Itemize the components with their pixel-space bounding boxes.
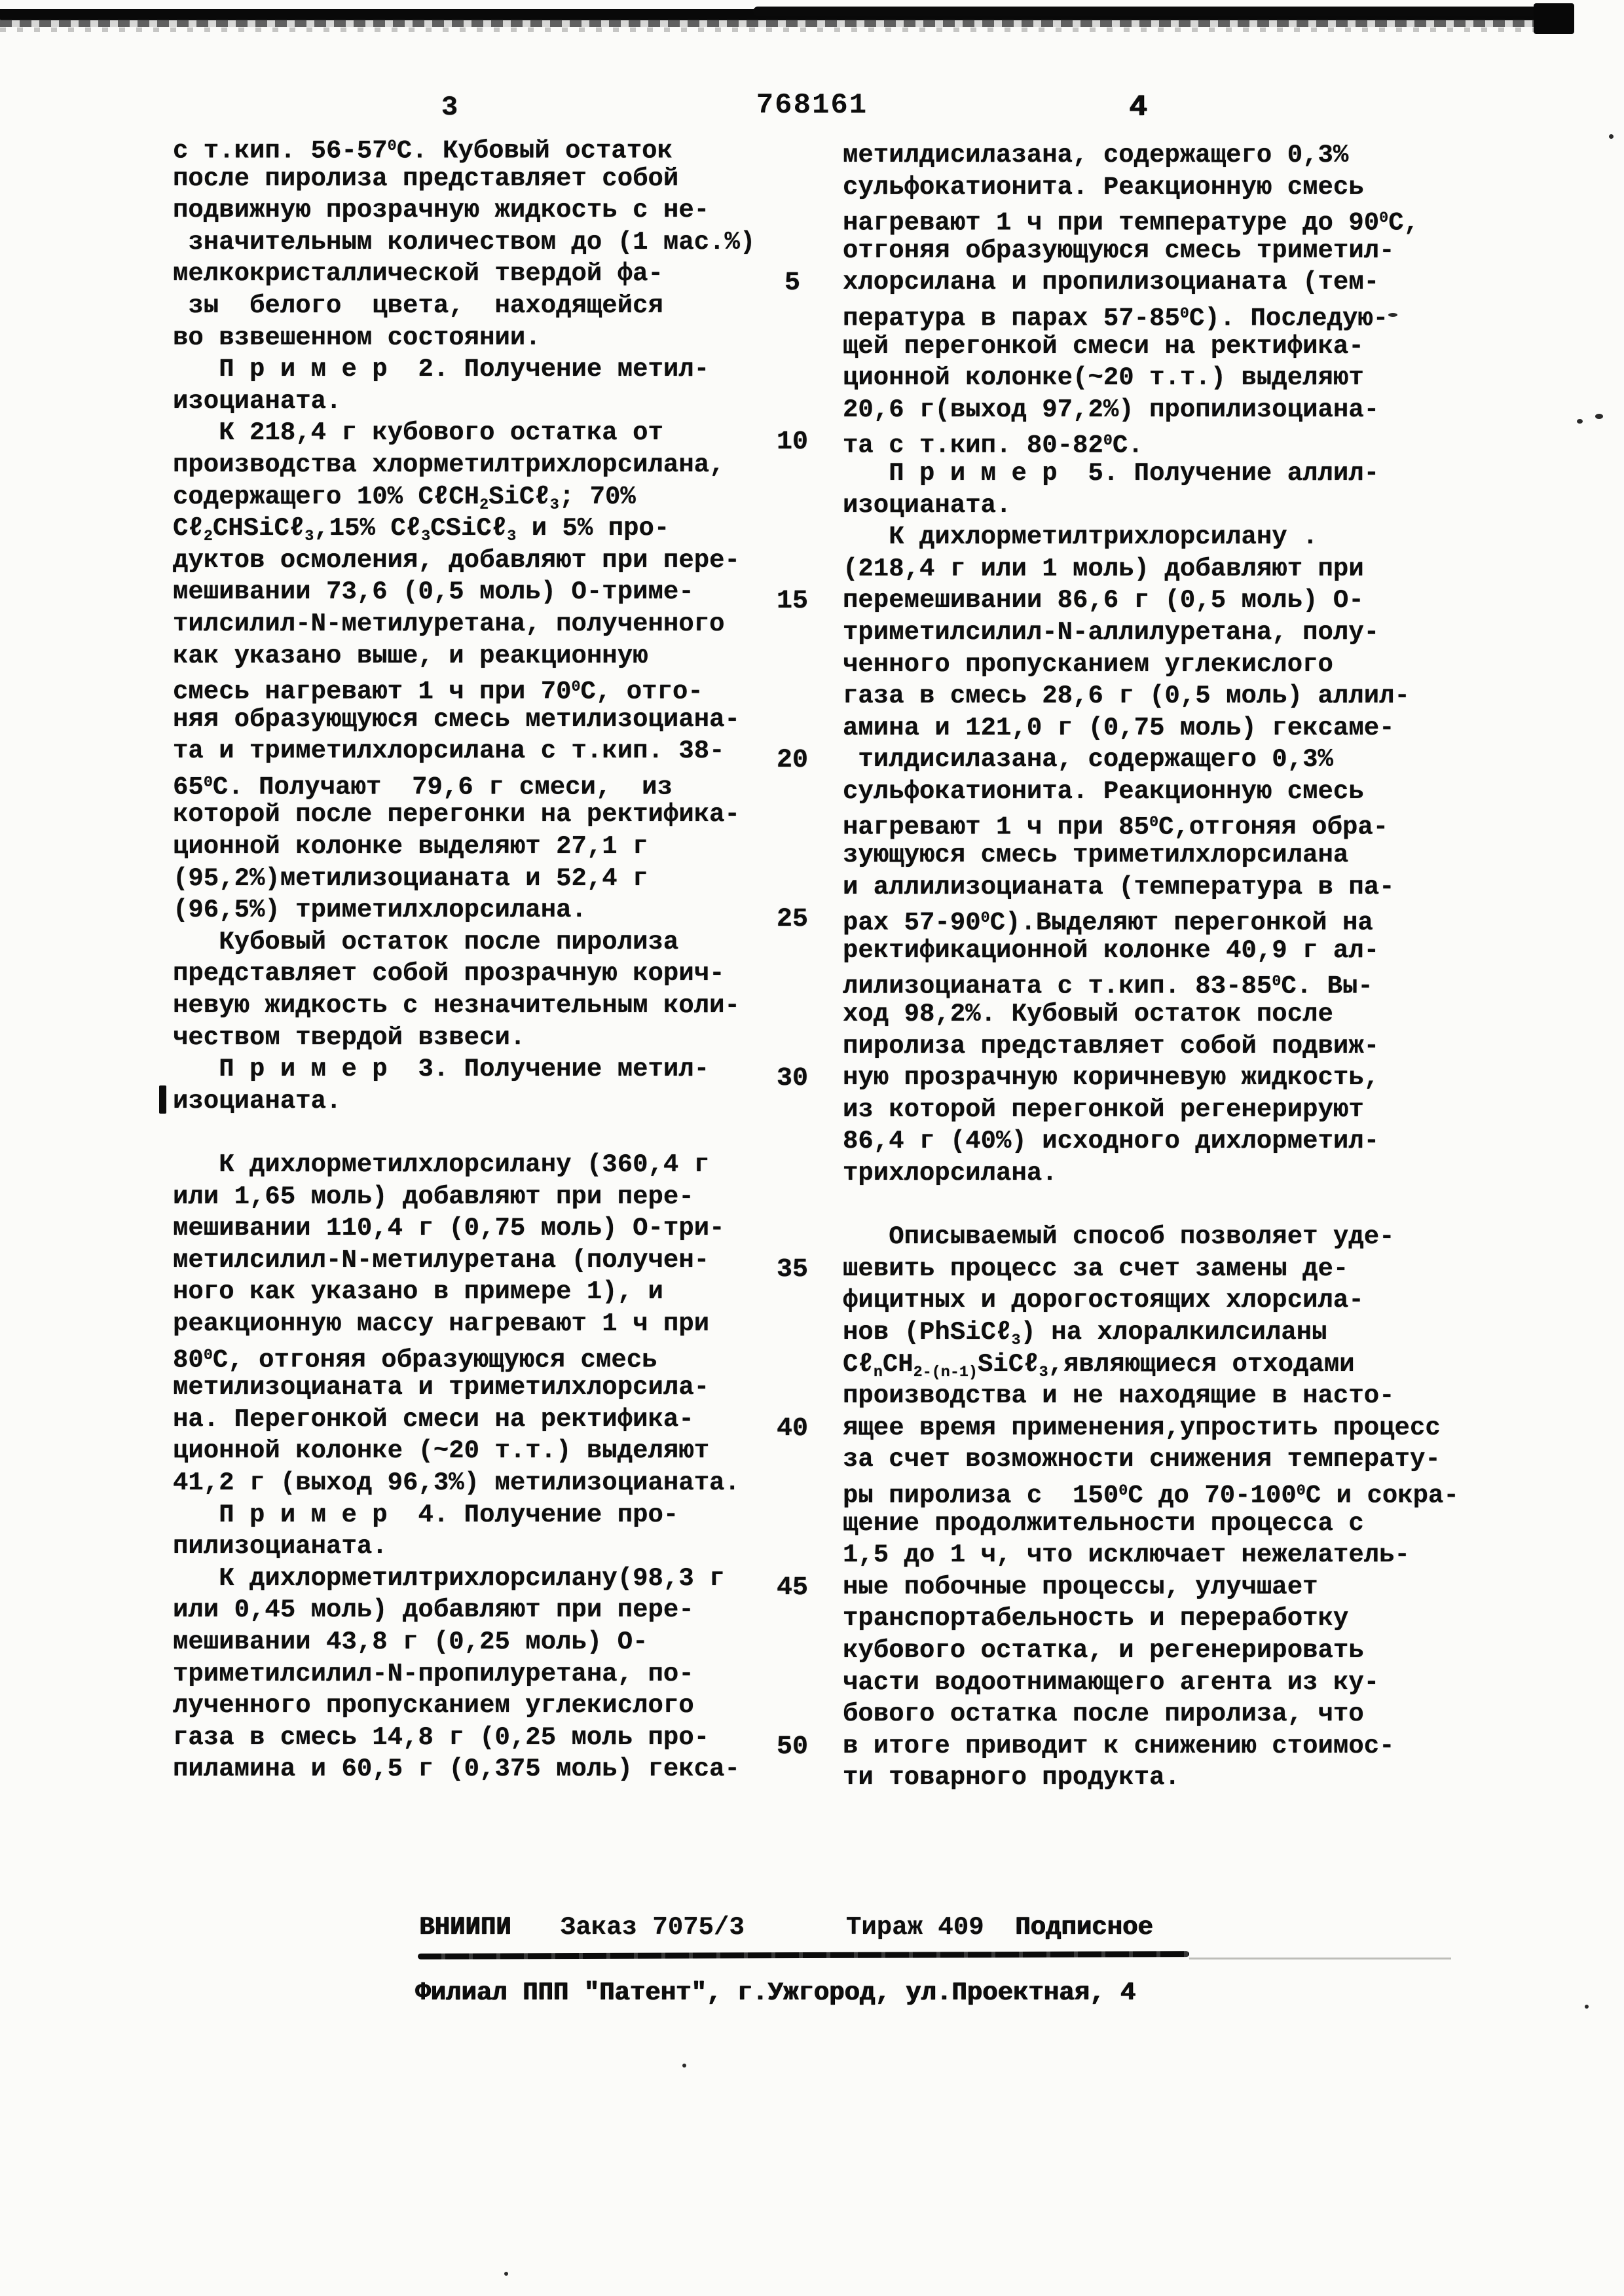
text-line: рах $57-90^0С).Выделяют$ перегонкой на <box>843 908 1373 938</box>
scan-corner-blob <box>1534 3 1574 34</box>
patent-number: 768161 <box>756 89 868 122</box>
text-line: зующуюся смесь триметилхлорсилана <box>843 841 1349 870</box>
text-line: пиролиза представляет собой подвиж- <box>843 1031 1380 1061</box>
footer-subscription-label: Подписное <box>1015 1913 1153 1942</box>
text-line: няя образующуюся смесь метилизоциана- <box>173 704 740 734</box>
scan-edge-band-speckle-light <box>0 27 1574 32</box>
gutter-line-number: 40 <box>776 1414 808 1444</box>
gutter-line-number: 25 <box>776 905 808 934</box>
text-line: П р и м е р 5. Получение аллил- <box>843 458 1380 488</box>
text-line: содержащего 10% СℓСН$_2$SiСℓ$_3$; 70% <box>173 482 636 514</box>
text-line: изоцианата. <box>843 490 1012 520</box>
text-line: с т.кип. $56-57^0С$. Кубовый остаток <box>173 136 673 166</box>
text-line: К 218,4 г кубового остатка от <box>173 418 663 448</box>
scan-speckle <box>1585 2005 1589 2009</box>
scan-edge-band-speckle <box>0 20 1574 27</box>
text-line: $С\ell_nСН_{2-(n-1)}SiС\ell_3,являющиеся$ отходами <box>843 1349 1355 1381</box>
text-line: Кубовый остаток после пиролиза <box>173 927 679 957</box>
text-line: кубового остатка, и регенерировать <box>843 1635 1364 1665</box>
text-line: сульфокатионита. Реакционную смесь <box>843 776 1364 806</box>
text-line: П р и м е р 4. Получение про- <box>173 1500 679 1529</box>
left-text-column <box>173 131 755 1785</box>
text-line: трихлорсилана. <box>843 1159 1058 1188</box>
text-line: (218,4 г или 1 моль) добавляют при <box>843 554 1364 583</box>
text-line: мешивании 43,8 г (0,25 моль) О- <box>173 1627 648 1656</box>
gutter-line-number: 30 <box>776 1064 808 1093</box>
text-line: мешивании 110,4 г (0,75 моль) О-три- <box>173 1214 725 1243</box>
text-line: в итоге приводит к снижению стоимос- <box>843 1731 1395 1760</box>
text-line <box>173 1117 755 1149</box>
text-line: бового остатка после пиролиза, что <box>843 1700 1364 1729</box>
text-line: подвижную прозрачную жидкость с не- <box>173 196 710 225</box>
text-line: отгоняя образующуюся смесь триметил- <box>843 236 1395 265</box>
footer-divider-line <box>418 1951 1189 1959</box>
gutter-line-number: 50 <box>776 1732 808 1762</box>
text-line: (95,2%)метилизоцианата и 52,4 г <box>173 864 648 893</box>
text-line: П р и м е р 3. Получение метил- <box>173 1055 710 1084</box>
text-line: $65^0С$. Получают 79,6 г смеси, из <box>173 773 673 802</box>
footer-branch-address: Филиал ППП "Патент", г.Ужгород, ул.Проектная, 4 <box>415 1978 1135 2007</box>
right-text-column <box>843 139 1459 1794</box>
text-line: невую жидкость с незначительным коли- <box>173 991 740 1021</box>
text-line: за счет возможности снижения температу- <box>843 1445 1441 1474</box>
gutter-line-number: 45 <box>776 1573 808 1603</box>
text-line: на. Перегонкой смеси на ректифика- <box>173 1404 694 1434</box>
text-line: шевить процесс за счет замены де- <box>843 1254 1349 1283</box>
gutter-line-number: 35 <box>776 1255 808 1285</box>
gutter-line-number: 10 <box>776 428 808 457</box>
text-line: нагревают 1 ч при $85^0С,отгоняя$ обра- <box>843 813 1389 843</box>
text-line: смесь нагревают 1 ч при $70^0С$, отго- <box>173 677 703 706</box>
text-line: фицитных и дорогостоящих хлорсила- <box>843 1286 1364 1315</box>
footer-print-run: Тираж 409 <box>846 1913 984 1942</box>
text-line: ченного пропусканием углекислого <box>843 649 1333 679</box>
scan-speckle <box>1577 419 1583 424</box>
text-line: нагревают 1 ч при температуре до $90^0С$, <box>843 208 1419 238</box>
gutter-line-number: 5 <box>784 268 800 298</box>
text-line: ные побочные процессы, улучшает <box>843 1572 1318 1601</box>
footer-organization: ВНИИПИ <box>419 1913 511 1942</box>
text-line: как указано выше, и реакционную <box>173 641 648 670</box>
text-line: из которой перегонкой регенерируют <box>843 1095 1364 1124</box>
text-line: лилизоцианата с т.кип. $83-85^0С$. Вы- <box>843 972 1373 1002</box>
text-line: 41,2 г (выход 96,3%) метилизоцианата. <box>173 1468 740 1497</box>
text-line: К дихлорметилтрихлорсилану(98,3 г <box>173 1563 725 1593</box>
text-line: Описываемый способ позволяет уде- <box>843 1222 1395 1252</box>
text-line: зы белого цвета, находящейся <box>173 291 663 320</box>
text-line: производства и не находящие в насто- <box>843 1381 1395 1411</box>
scan-speckle <box>1595 414 1603 419</box>
text-line: тилсилил-N-метилуретана, полученного <box>173 609 725 638</box>
text-line: щение продолжительности процесса с <box>843 1508 1364 1538</box>
scan-speckle <box>682 2064 686 2068</box>
text-line: части водоотнимающего агента из ку- <box>843 1667 1380 1697</box>
text-line <box>843 1190 1459 1222</box>
text-line: представляет собой прозрачную корич- <box>173 959 725 989</box>
text-line: 1,5 до 1 ч, что исключает нежелатель- <box>843 1540 1410 1570</box>
text-line: пература в парах $57-85^0С$). Последую- <box>843 304 1389 333</box>
text-line: и аллилизоцианата (температура в па- <box>843 872 1395 902</box>
text-line: П р и м е р 2. Получение метил- <box>173 355 710 384</box>
text-line: во взвешенном состоянии. <box>173 323 541 352</box>
page-number-right: 4 <box>1129 90 1147 124</box>
text-line: ход 98,2%. Кубовый остаток после <box>843 1000 1333 1029</box>
text-line: дуктов осмоления, добавляют при пере- <box>173 545 740 575</box>
text-line: К дихлорметилхлорсилану (360,4 г <box>173 1150 710 1179</box>
text-line: (96,5%) триметилхлорсилана. <box>173 896 587 925</box>
footer-order-number: Заказ 7075/3 <box>561 1913 745 1942</box>
text-line: метилсилил-N-метилуретана (получен- <box>173 1245 710 1275</box>
text-line: хлорсилана и пропилизоцианата (тем- <box>843 268 1380 297</box>
text-line: значительным количеством до (1 мас.%) <box>173 227 756 257</box>
text-line: ционной колонке выделяют 27,1 г <box>173 832 648 862</box>
text-line: ционной колонке(~20 т.т.) выделяют <box>843 363 1364 393</box>
text-line: мешивании 73,6 (0,5 моль) О-триме- <box>173 577 694 607</box>
text-line: ти товарного продукта. <box>843 1763 1180 1793</box>
text-line: лученного пропусканием углекислого <box>173 1691 694 1721</box>
text-line: изоцианата. <box>173 386 342 416</box>
text-line: пилизоцианата. <box>173 1532 388 1561</box>
text-line: Сℓ$_2$СНSiСℓ$_3$,15% Сℓ$_3$СSiСℓ$_3$ и 5% про- <box>173 514 670 546</box>
scan-speckle <box>504 2272 508 2276</box>
text-line: ящее время применения,упростить процесс <box>843 1413 1441 1442</box>
text-line: которой после перегонки на ректифика- <box>173 800 740 829</box>
text-line: триметилсилил-N-пропилуретана, по- <box>173 1659 694 1688</box>
text-line: К дихлорметилтрихлорсилану . <box>843 522 1318 552</box>
text-line: сульфокатионита. Реакционную смесь <box>843 172 1364 202</box>
text-line: газа в смесь 28,6 г (0,5 моль) аллил- <box>843 682 1410 711</box>
text-line: чеством твердой взвеси. <box>173 1023 526 1052</box>
text-line: ную прозрачную коричневую жидкость, <box>843 1063 1380 1093</box>
text-line: после пиролиза представляет собой <box>173 164 679 193</box>
text-line: или 0,45 моль) добавляют при пере- <box>173 1595 694 1625</box>
text-line: перемешивании 86,6 г (0,5 моль) О- <box>843 586 1364 615</box>
text-line: или 1,65 моль) добавляют при пере- <box>173 1182 694 1211</box>
text-line: 86,4 г (40%) исходного дихлорметил- <box>843 1127 1380 1156</box>
text-line: газа в смесь 14,8 г (0,25 моль про- <box>173 1722 710 1752</box>
text-line: реакционную массу нагревают 1 ч при <box>173 1309 710 1338</box>
scan-edge-band-thick <box>753 7 1574 16</box>
text-line: производства хлорметилтрихлорсилана, <box>173 450 725 479</box>
text-line: метилизоцианата и триметилхлорсила- <box>173 1373 710 1402</box>
scan-speckle <box>1609 134 1614 139</box>
text-line: 20,6 г(выход 97,2%) пропилизоциана- <box>843 395 1380 424</box>
footer-divider-faint-line <box>1189 1958 1451 1959</box>
text-line: нов (PhSiСℓ$_3$) на хлоралкилсиланы <box>843 1317 1327 1350</box>
margin-tick-mark <box>159 1085 166 1114</box>
text-line: ректификационной колонке 40,9 г ал- <box>843 936 1380 965</box>
gutter-line-number: 20 <box>776 746 808 775</box>
text-line: ры пиролиза с $150^0С$ до $70-100^0С$ и сокра- <box>843 1481 1459 1510</box>
text-line: триметилсилил-N-аллилуретана, полу- <box>843 617 1380 647</box>
text-line: та с т.кип. $80-82^0С$. <box>843 431 1143 461</box>
text-line: пиламина и 60,5 г (0,375 моль) гекса- <box>173 1755 740 1784</box>
text-line: та и триметилхлорсилана с т.кип. 38- <box>173 737 725 766</box>
text-line: метилдисилазана, содержащего 0,3% <box>843 141 1349 170</box>
text-line: ционной колонке (~20 т.т.) выделяют <box>173 1436 710 1466</box>
text-line: $80^0С$, отгоняя образующуюся смесь <box>173 1345 657 1375</box>
text-line: тилдисилазана, содержащего 0,3% <box>843 745 1333 774</box>
text-line: мелкокристаллической твердой фа- <box>173 259 663 289</box>
gutter-line-number: 15 <box>776 587 808 616</box>
text-line: транспортабельность и переработку <box>843 1604 1349 1633</box>
text-line: изоцианата. <box>173 1086 342 1116</box>
text-line: ного как указано в примере 1), и <box>173 1277 663 1307</box>
text-line: амина и 121,0 г (0,75 моль) гексаме- <box>843 713 1395 742</box>
text-line: щей перегонкой смеси на ректифика- <box>843 331 1364 361</box>
page-number-left: 3 <box>441 92 458 123</box>
